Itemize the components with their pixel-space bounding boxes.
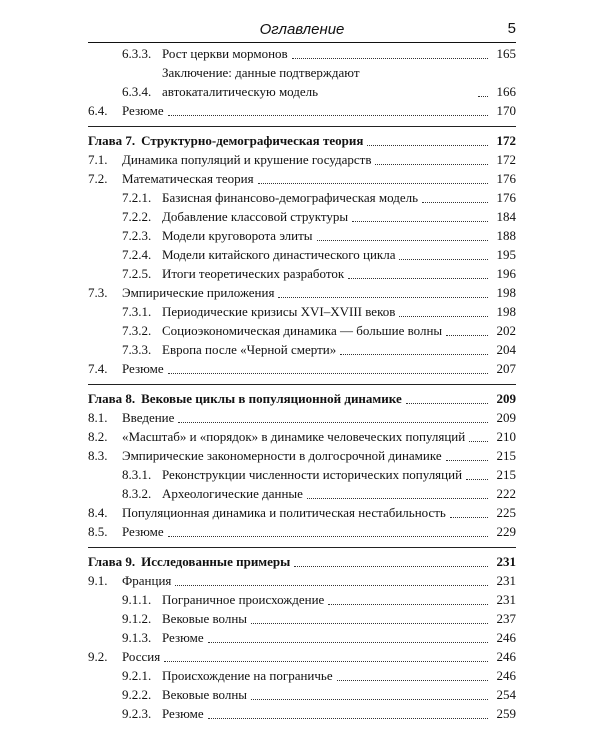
- toc-number: 7.2.3.: [122, 228, 152, 243]
- chapter-divider: [88, 126, 516, 127]
- dot-leader: [422, 201, 488, 203]
- toc-page-number: 215: [496, 467, 516, 482]
- toc-page-number: 259: [496, 706, 516, 721]
- toc-number: 7.3.: [88, 285, 108, 300]
- toc-title: Социоэкономическая динамика — большие волны: [162, 323, 443, 338]
- toc-page-number: 176: [496, 190, 516, 205]
- dot-leader: [251, 698, 488, 700]
- toc-subsection[interactable]: [88, 628, 516, 647]
- toc-title: Эмпирические закономерности в долгосрочной динамике: [122, 448, 442, 463]
- dot-leader: [251, 622, 488, 624]
- toc-number: 8.1.: [88, 410, 108, 425]
- toc-subsection[interactable]: [88, 465, 516, 484]
- toc-section[interactable]: [88, 446, 516, 465]
- dot-leader: [178, 421, 488, 423]
- toc-title: Введение: [122, 410, 175, 425]
- toc-page-number: 231: [496, 573, 516, 588]
- toc-number: 8.5.: [88, 524, 108, 539]
- toc-number: 6.3.4.: [122, 84, 152, 99]
- toc-chapter[interactable]: [88, 552, 516, 571]
- toc-number: 7.2.2.: [122, 209, 152, 224]
- toc-section[interactable]: [88, 283, 516, 302]
- toc-number: 6.4.: [88, 103, 108, 118]
- toc-title: Популяционная динамика и политическая нестабильность: [122, 505, 446, 520]
- toc-number: 7.4.: [88, 361, 108, 376]
- toc-title: Структурно-демографическая теория: [141, 133, 364, 148]
- toc-subsection[interactable]: [88, 685, 516, 704]
- page-number: 5: [507, 20, 516, 37]
- toc-title: Динамика популяций и крушение государств: [122, 152, 372, 167]
- toc-number: 8.4.: [88, 505, 108, 520]
- toc-section[interactable]: [88, 408, 516, 427]
- dot-leader: [168, 372, 488, 374]
- toc-page-number: 198: [496, 304, 516, 319]
- dot-leader: [450, 516, 488, 518]
- dot-leader: [406, 402, 488, 404]
- toc-page-number: 231: [496, 592, 516, 607]
- toc-page-number: 246: [496, 630, 516, 645]
- toc-title: Заключение: данные подтверждают автокаталитическую модель: [162, 65, 360, 99]
- toc-title: Вековые волны: [162, 687, 248, 702]
- toc-title: Происхождение на пограничье: [162, 668, 333, 683]
- toc-number: 9.1.3.: [122, 630, 152, 645]
- dot-leader: [352, 220, 488, 222]
- toc-page-number: 184: [496, 209, 516, 224]
- dot-leader: [375, 163, 488, 165]
- toc-title: Вековые волны: [162, 611, 248, 626]
- toc-subsection[interactable]: [88, 340, 516, 359]
- toc-page-number: 254: [496, 687, 516, 702]
- dot-leader: [328, 603, 488, 605]
- toc-page-number: 188: [496, 228, 516, 243]
- toc-title: Франция: [122, 573, 172, 588]
- toc-number: 7.2.5.: [122, 266, 152, 281]
- toc-page-number: 204: [496, 342, 516, 357]
- toc-chapter[interactable]: [88, 131, 516, 150]
- toc-page-number: 172: [496, 152, 516, 167]
- page-header: [88, 18, 516, 43]
- toc-page-number: 210: [496, 429, 516, 444]
- toc-page-number: 165: [496, 46, 516, 61]
- toc-page-number: 225: [496, 505, 516, 520]
- dot-leader: [294, 565, 488, 567]
- toc-section[interactable]: [88, 427, 516, 446]
- dot-leader: [258, 182, 488, 184]
- toc-title: Периодические кризисы XVI–XVIII веков: [162, 304, 396, 319]
- toc-page-number: 176: [496, 171, 516, 186]
- toc-page-number: 246: [496, 649, 516, 664]
- toc-section[interactable]: [88, 571, 516, 590]
- toc-number: 8.3.2.: [122, 486, 152, 501]
- toc-number: 7.3.3.: [122, 342, 152, 357]
- toc-number: 9.1.: [88, 573, 108, 588]
- toc-section[interactable]: [88, 101, 516, 120]
- toc-number: 9.2.3.: [122, 706, 152, 721]
- table-of-contents: [88, 44, 516, 723]
- toc-number: 8.3.1.: [122, 467, 152, 482]
- toc-page-number: 222: [496, 486, 516, 501]
- toc-title: Эмпирические приложения: [122, 285, 275, 300]
- toc-title: Исследованные примеры: [141, 554, 291, 569]
- toc-subsection[interactable]: [88, 704, 516, 723]
- toc-page-number: 231: [496, 554, 516, 569]
- dot-leader: [367, 144, 488, 146]
- toc-section[interactable]: [88, 359, 516, 378]
- toc-title: Итоги теоретических разработок: [162, 266, 345, 281]
- toc-page-number: 196: [496, 266, 516, 281]
- toc-subsection[interactable]: [88, 590, 516, 609]
- toc-title: Резюме: [122, 361, 164, 376]
- toc-subsection[interactable]: [88, 264, 516, 283]
- dot-leader: [164, 660, 488, 662]
- dot-leader: [175, 584, 488, 586]
- toc-page-number: 237: [496, 611, 516, 626]
- toc-title: Вековые циклы в популяционной динамике: [141, 391, 402, 406]
- dot-leader: [399, 258, 488, 260]
- toc-number: 7.2.4.: [122, 247, 152, 262]
- toc-number: 7.3.1.: [122, 304, 152, 319]
- toc-title: Базисная финансово-демографическая модель: [162, 190, 419, 205]
- toc-subsection[interactable]: [88, 245, 516, 264]
- toc-page-number: 207: [496, 361, 516, 376]
- toc-page-number: 209: [496, 391, 516, 406]
- toc-title: Модели китайского династического цикла: [162, 247, 396, 262]
- toc-title: Реконструкции численности исторических популяций: [162, 467, 463, 482]
- toc-page-number: 172: [496, 133, 516, 148]
- dot-leader: [446, 459, 488, 461]
- toc-page-number: 170: [496, 103, 516, 118]
- dot-leader: [307, 497, 488, 499]
- dot-leader: [317, 239, 488, 241]
- dot-leader: [337, 679, 488, 681]
- running-title: Оглавление: [259, 21, 345, 38]
- toc-section[interactable]: [88, 150, 516, 169]
- toc-page-number: 209: [496, 410, 516, 425]
- toc-section[interactable]: [88, 169, 516, 188]
- toc-title: Резюме: [122, 103, 164, 118]
- dot-leader: [278, 296, 488, 298]
- toc-title: Добавление классовой структуры: [162, 209, 349, 224]
- dot-leader: [469, 440, 488, 442]
- toc-number: Глава 7.: [88, 133, 136, 148]
- dot-leader: [340, 353, 488, 355]
- toc-number: 6.3.3.: [122, 46, 152, 61]
- toc-section[interactable]: [88, 503, 516, 522]
- toc-number: 9.2.: [88, 649, 108, 664]
- toc-number: 7.2.: [88, 171, 108, 186]
- toc-number: 9.1.2.: [122, 611, 152, 626]
- toc-number: 7.2.1.: [122, 190, 152, 205]
- toc-number: Глава 9.: [88, 554, 136, 569]
- toc-title: Россия: [122, 649, 161, 664]
- toc-subsection[interactable]: [88, 207, 516, 226]
- toc-subsection[interactable]: [88, 188, 516, 207]
- toc-page-number: 229: [496, 524, 516, 539]
- toc-number: 9.1.1.: [122, 592, 152, 607]
- toc-page-number: 195: [496, 247, 516, 262]
- toc-title: Резюме: [162, 630, 204, 645]
- toc-title: «Масштаб» и «порядок» в динамике человеческих популяций: [122, 429, 466, 444]
- toc-number: 7.1.: [88, 152, 108, 167]
- chapter-divider: [88, 384, 516, 385]
- dot-leader: [292, 57, 488, 59]
- dot-leader: [399, 315, 488, 317]
- toc-title: Пограничное происхождение: [162, 592, 325, 607]
- toc-subsection[interactable]: [88, 302, 516, 321]
- toc-page-number: 202: [496, 323, 516, 338]
- toc-subsection[interactable]: [88, 321, 516, 340]
- toc-number: 8.2.: [88, 429, 108, 444]
- toc-number: 9.2.2.: [122, 687, 152, 702]
- toc-page-number: 246: [496, 668, 516, 683]
- dot-leader: [478, 95, 488, 97]
- toc-subsection[interactable]: [88, 484, 516, 503]
- dot-leader: [208, 717, 488, 719]
- toc-number: Глава 8.: [88, 391, 136, 406]
- toc-number: 8.3.: [88, 448, 108, 463]
- toc-title: Математическая теория: [122, 171, 254, 186]
- toc-title: Резюме: [122, 524, 164, 539]
- toc-title: Резюме: [162, 706, 204, 721]
- dot-leader: [208, 641, 488, 643]
- toc-title: Рост церкви мормонов: [162, 46, 288, 61]
- chapter-divider: [88, 547, 516, 548]
- toc-number: 7.3.2.: [122, 323, 152, 338]
- toc-subsection[interactable]: [88, 44, 516, 63]
- toc-chapter[interactable]: [88, 389, 516, 408]
- toc-page-number: 198: [496, 285, 516, 300]
- toc-subsection[interactable]: [88, 609, 516, 628]
- toc-title: Модели круговорота элиты: [162, 228, 313, 243]
- toc-section[interactable]: [88, 522, 516, 541]
- toc-page-number: 215: [496, 448, 516, 463]
- dot-leader: [466, 478, 488, 480]
- dot-leader: [168, 535, 488, 537]
- toc-number: 9.2.1.: [122, 668, 152, 683]
- toc-subsection[interactable]: [88, 226, 516, 245]
- toc-section[interactable]: [88, 647, 516, 666]
- dot-leader: [446, 334, 488, 336]
- toc-subsection[interactable]: [88, 63, 516, 101]
- toc-title: Археологические данные: [162, 486, 303, 501]
- toc-subsection[interactable]: [88, 666, 516, 685]
- toc-page-number: 166: [496, 84, 516, 99]
- dot-leader: [348, 277, 488, 279]
- toc-title: Европа после «Черной смерти»: [162, 342, 337, 357]
- dot-leader: [168, 114, 488, 116]
